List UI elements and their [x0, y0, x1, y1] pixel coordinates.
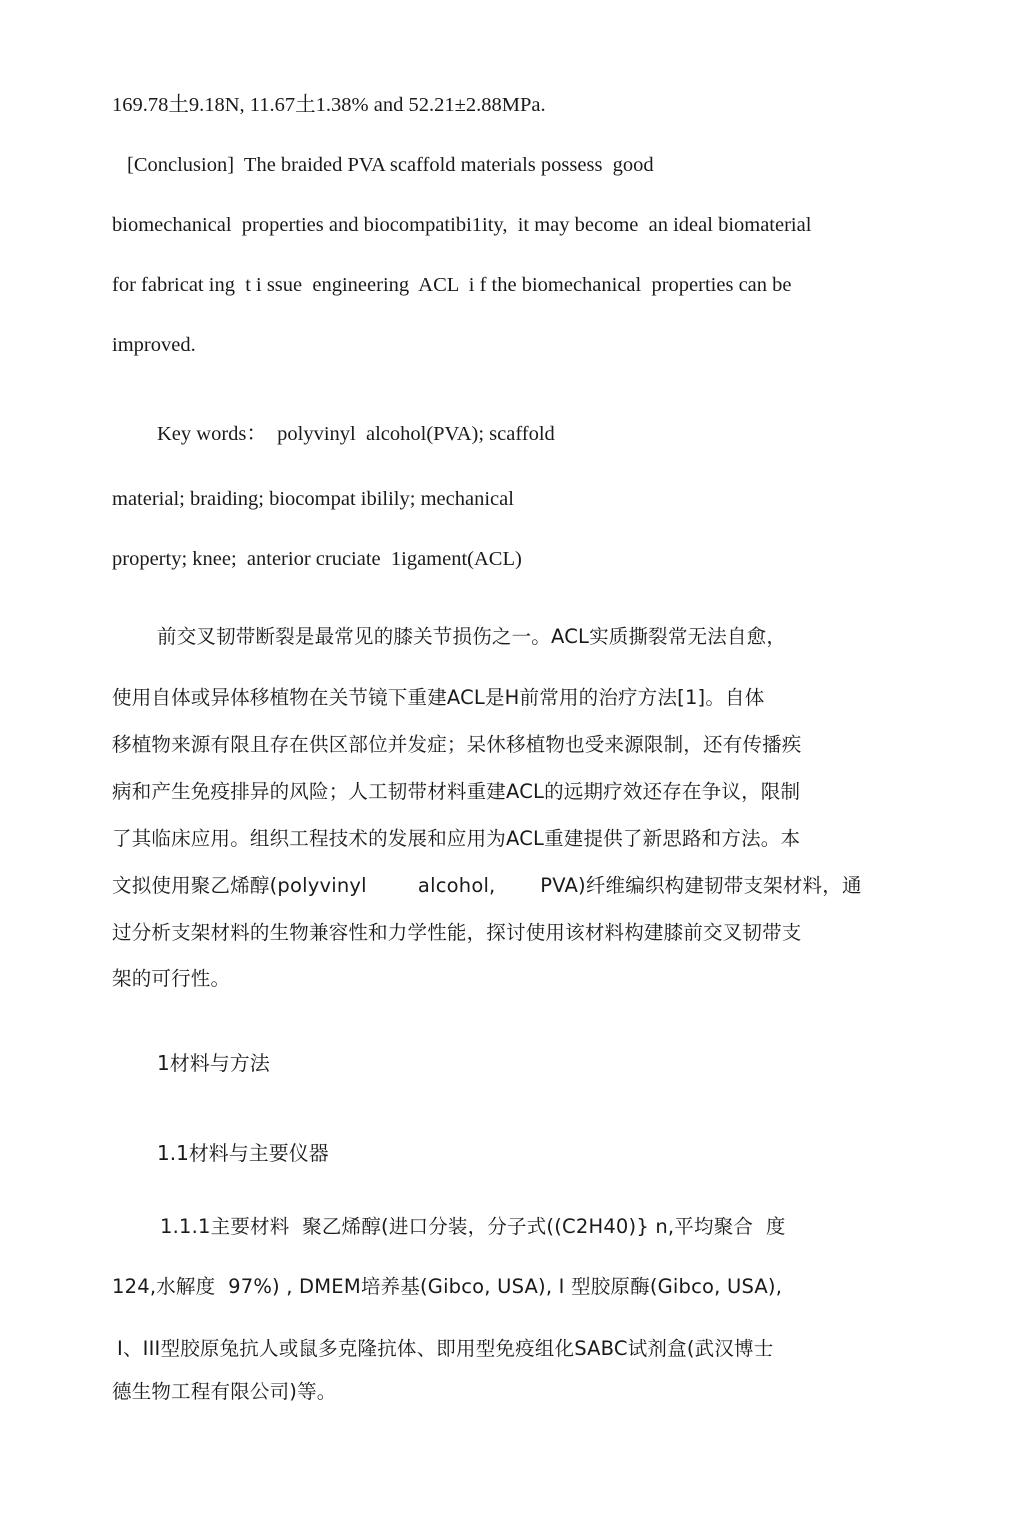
subsection-heading: 1.1材料与主要仪器	[157, 1141, 329, 1165]
keywords-line: property; knee; anterior cruciate 1igament(ACL)	[112, 548, 522, 570]
materials-line: I、III型胶原兔抗人或鼠多克隆抗体、即用型免疫组化SABC试剂盒(武汉博士	[117, 1337, 774, 1360]
conclusion-line: for fabricat ing t i ssue engineering ACL i f the biomechanical properties can be	[112, 274, 792, 296]
intro-line: 架的可行性。	[112, 967, 231, 990]
materials-line: 1.1.1主要材料 聚乙烯醇(进口分装，分子式((C2H40)} n,平均聚合 度	[160, 1215, 786, 1238]
materials-line: 德生物工程有限公司)等。	[112, 1380, 337, 1403]
intro-line: 了其临床应用。组织工程技术的发展和应用为ACL重建提供了新思路和方法。本	[112, 827, 801, 850]
conclusion-line: [Conclusion] The braided PVA scaffold materials possess good	[127, 154, 654, 176]
intro-line: 过分析支架材料的生物兼容性和力学性能，探讨使用该材料构建膝前交叉韧带支	[112, 921, 802, 944]
conclusion-line: biomechanical properties and biocompatibi1ity, it may become an ideal biomaterial	[112, 214, 812, 236]
intro-line: 使用自体或异体移植物在关节镜下重建ACL是H前常用的治疗方法[1]。自体	[112, 686, 765, 709]
intro-line: 前交叉韧带断裂是最常见的膝关节损伤之一。ACL实质撕裂常无法自愈，	[157, 625, 787, 648]
results-tail-line: 169.78土9.18N, 11.67土1.38% and 52.21±2.88MPa.	[112, 94, 546, 116]
section-heading: 1材料与方法	[157, 1051, 270, 1075]
intro-line: 移植物来源有限且存在供区部位并发症；呆休移植物也受来源限制，还有传播疾	[112, 733, 802, 756]
conclusion-line: improved.	[112, 334, 196, 356]
keywords-line: material; braiding; biocompat ibilily; mechanical	[112, 488, 514, 510]
keywords-line: Key words： polyvinyl alcohol(PVA); scaffold	[157, 423, 555, 445]
materials-line: 124,水解度 97%) , DMEM培养基(Gibco, USA), I 型胶原酶(Gibco, USA),	[112, 1275, 783, 1298]
intro-line: 文拟使用聚乙烯醇(polyvinyl alcohol, PVA)纤维编织构建韧带支架材料，通	[112, 874, 862, 897]
intro-line: 病和产生免疫排异的风险；人工韧带材料重建ACL的远期疗效还存在争议，限制	[112, 780, 801, 803]
